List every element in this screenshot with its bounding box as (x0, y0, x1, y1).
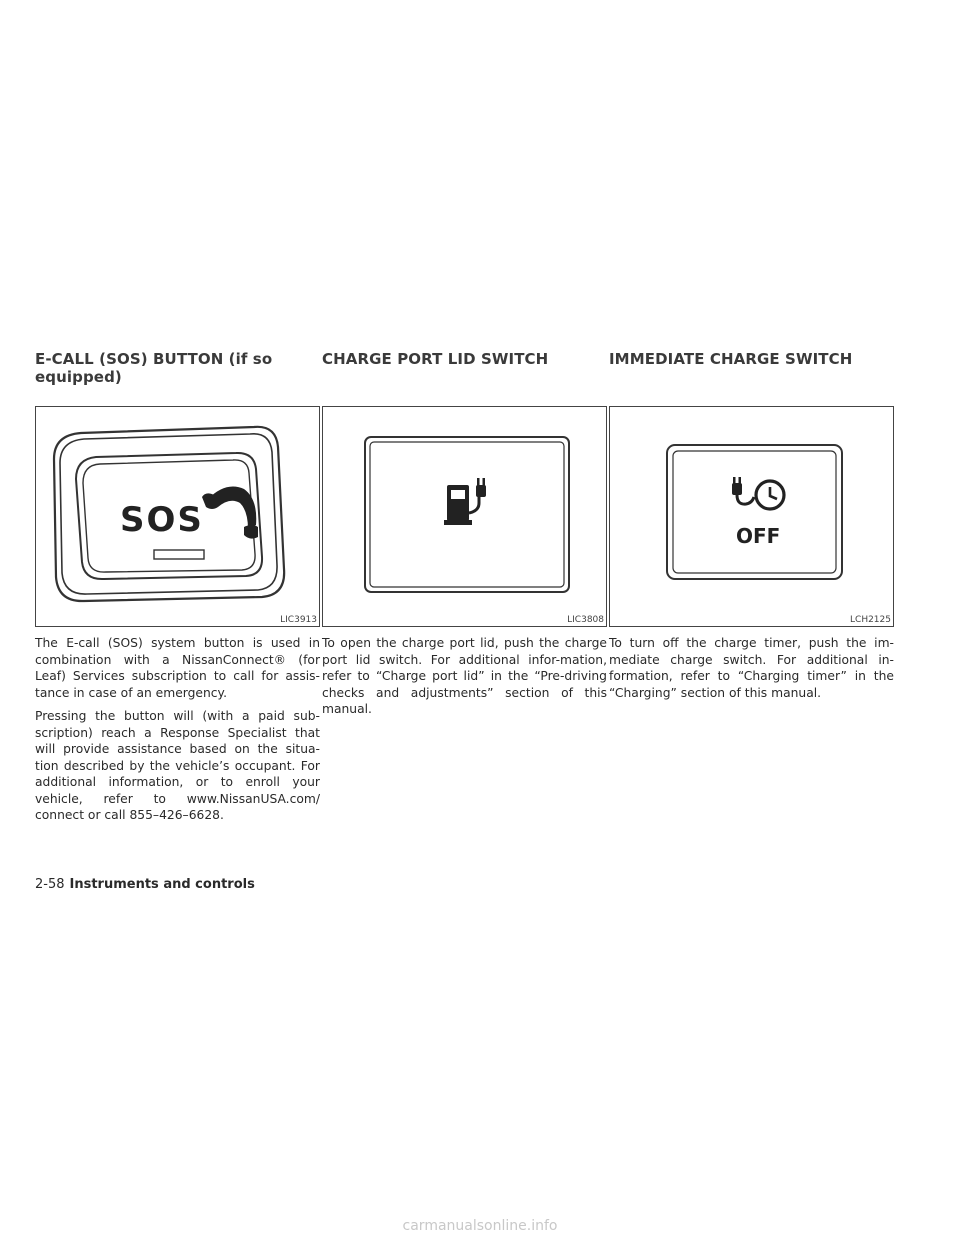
immediate-charge-heading: IMMEDIATE CHARGE SWITCH (609, 350, 853, 368)
ecall-heading: E-CALL (SOS) BUTTON (if so equipped) (35, 350, 273, 386)
charge-port-paragraph-1: To open the charge port lid, push the charge port lid switch. For additional infor-mation, refer to “Charge port lid” in the “Pre-driving checks and adjustments” section of this manual. (322, 636, 607, 716)
charge-port-section (322, 350, 607, 718)
charge-port-switch-illustration (323, 407, 608, 628)
sos-button-illustration (36, 407, 321, 628)
charge-port-figure (322, 406, 607, 627)
ecall-paragraph-2: Pressing the button will (with a paid sub-scription) reach a Response Specialist that will provide assistance based on the situa-tion described by the vehicle’s occupant. For additional information, or to enroll your vehicle, refer to www.NissanUSA.com/ connect or call 855–426–6628. (35, 709, 320, 822)
immediate-charge-switch-illustration (610, 407, 895, 628)
watermark: carmanualsonline.info (402, 1218, 558, 1234)
sos-label: SOS (120, 500, 204, 540)
charge-port-heading: CHARGE PORT LID SWITCH (322, 350, 549, 368)
figure-code: LIC3808 (567, 615, 604, 625)
page-footer (35, 877, 255, 892)
immediate-charge-paragraph-1: To turn off the charge timer, push the im-mediate charge switch. For additional in-formation, refer to “Charging timer” in the “Charging” section of this manual. (609, 636, 894, 700)
page-number: 2-58 (35, 877, 65, 892)
fuel-pump-plug-icon (444, 478, 486, 525)
footer-section-title: Instruments and controls (69, 877, 255, 892)
phone-handset-icon (202, 487, 258, 539)
figure-code: LIC3913 (280, 615, 317, 625)
ecall-section (35, 350, 320, 824)
indicator-slot (154, 550, 204, 559)
immediate-charge-figure (609, 406, 894, 627)
plug-clock-icon (732, 477, 784, 509)
ecall-figure (35, 406, 320, 627)
figure-code: LCH2125 (850, 615, 891, 625)
immediate-charge-section (609, 350, 894, 701)
off-label: OFF (736, 524, 781, 548)
ecall-paragraph-1: The E-call (SOS) system button is used in combination with a NissanConnect® (for Leaf) Services subscription to call for assis-tance in case of an emergency. (35, 636, 320, 700)
